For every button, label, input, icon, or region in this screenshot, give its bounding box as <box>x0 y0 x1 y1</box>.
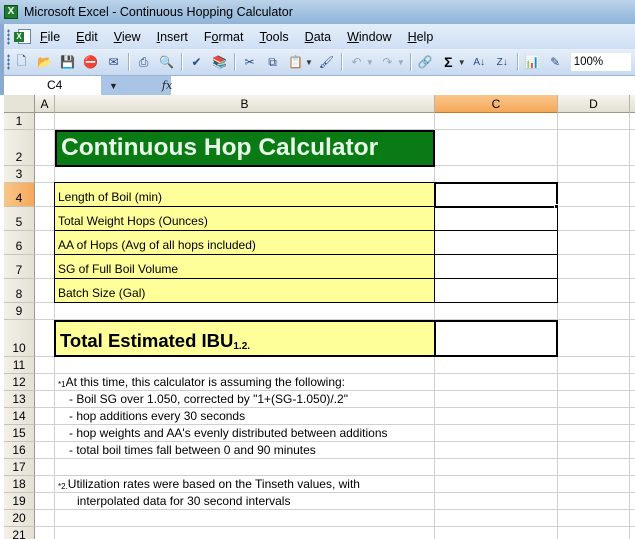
menu-insert[interactable]: Insert <box>156 29 188 44</box>
label-hop-weight[interactable]: Total Weight Hops (Ounces) <box>54 207 435 231</box>
input-boil-length[interactable] <box>434 182 558 208</box>
input-batch-size[interactable] <box>435 279 558 303</box>
toolbar-separator <box>234 53 235 71</box>
row-header-7[interactable]: 7 <box>4 255 35 279</box>
menu-edit[interactable]: Edit <box>76 29 98 44</box>
input-hop-weight[interactable] <box>435 208 558 231</box>
menu-grip-handle[interactable] <box>7 29 10 45</box>
footnote-1-text: At this time, this calculator is assuming the following: <box>65 375 346 389</box>
copy-icon[interactable]: ⧉ <box>268 54 277 69</box>
save-icon[interactable]: 💾 <box>60 55 75 69</box>
menu-bar <box>0 24 635 49</box>
menu-data[interactable]: Data <box>304 29 332 44</box>
formula-bar <box>0 76 635 95</box>
row-header-17[interactable]: 17 <box>4 459 35 476</box>
column-header-a[interactable]: A <box>35 95 55 113</box>
row-header-18[interactable]: 18 <box>4 476 35 493</box>
permission-icon[interactable]: ⛔ <box>83 55 98 69</box>
footnote-1-heading[interactable] <box>55 374 345 391</box>
menu-format[interactable]: Format <box>203 29 244 44</box>
row-header-9[interactable]: 9 <box>4 303 35 320</box>
redo-icon[interactable]: ↷ <box>382 55 393 69</box>
column-header-b[interactable]: B <box>55 95 435 113</box>
chevron-down-icon: ▼ <box>109 80 118 91</box>
label-boil-length[interactable]: Length of Boil (min) <box>54 182 435 207</box>
drawing-icon[interactable]: ✎ <box>550 55 561 69</box>
row-header-19[interactable]: 19 <box>4 493 35 510</box>
row-header-10[interactable]: 10 <box>4 320 35 357</box>
column-header-e[interactable] <box>630 95 635 113</box>
input-boil-sg[interactable] <box>435 255 558 279</box>
email-icon[interactable]: ✉ <box>108 55 119 69</box>
name-box-dropdown[interactable] <box>101 76 171 95</box>
toolbar-separator <box>410 53 411 71</box>
chart-wizard-icon[interactable]: 📊 <box>524 55 540 69</box>
row-header-16[interactable]: 16 <box>4 442 35 459</box>
redo-dropdown-icon[interactable]: ▼ <box>396 57 405 67</box>
total-ibu-text: Total Estimated IBU <box>60 330 234 351</box>
cut-icon[interactable]: ✂ <box>244 55 255 69</box>
zoom-select[interactable]: 100% <box>571 53 631 71</box>
footnote-2-marker: *2. <box>58 482 68 491</box>
new-icon[interactable]: 🗋 <box>16 53 27 68</box>
total-ibu-label[interactable] <box>54 320 436 357</box>
toolbar-separator <box>517 53 518 71</box>
formula-input[interactable] <box>171 76 635 95</box>
footnote-2-text: Utilization rates were based on the Tinseth values, with <box>67 477 360 491</box>
fx-icon[interactable]: fx <box>161 79 173 92</box>
autosum-dropdown-icon[interactable]: ▼ <box>457 57 466 67</box>
row-header-15[interactable]: 15 <box>4 425 35 442</box>
row-header-11[interactable]: 11 <box>4 357 35 374</box>
input-hop-aa[interactable] <box>435 231 558 255</box>
row-header-3[interactable]: 3 <box>4 166 35 183</box>
footnote-1-item[interactable]: - hop additions every 30 seconds <box>69 409 246 423</box>
workbook-icon[interactable]: X <box>14 29 32 45</box>
label-batch-size[interactable]: Batch Size (Gal) <box>54 279 435 303</box>
open-icon[interactable]: 📂 <box>37 55 52 69</box>
paste-icon[interactable]: 📋 <box>288 55 303 69</box>
sort-descending-icon[interactable]: Z↓ <box>496 56 508 68</box>
label-boil-sg[interactable]: SG of Full Boil Volume <box>54 255 435 279</box>
format-painter-icon[interactable]: 🖌 <box>318 55 335 69</box>
column-header-d[interactable]: D <box>558 95 630 113</box>
row-header-8[interactable]: 8 <box>4 279 35 303</box>
footnote-2-line-1[interactable] <box>55 476 360 493</box>
footnote-1-item[interactable]: - total boil times fall between 0 and 90 minutes <box>69 443 316 457</box>
row-header-5[interactable]: 5 <box>4 207 35 231</box>
standard-toolbar <box>0 49 635 76</box>
label-hop-aa[interactable]: AA of Hops (Avg of all hops included) <box>54 231 435 255</box>
gridline <box>35 526 635 527</box>
menu-help[interactable]: Help <box>407 29 434 44</box>
footnote-1-item[interactable]: - Boil SG over 1.050, corrected by "1+(SG-1.050)/.2" <box>69 392 348 406</box>
row-header-4[interactable]: 4 <box>4 183 35 207</box>
total-ibu-value[interactable] <box>436 320 558 357</box>
row-header-1[interactable]: 1 <box>4 113 35 130</box>
row-header-6[interactable]: 6 <box>4 231 35 255</box>
undo-icon[interactable]: ↶ <box>351 55 362 69</box>
print-icon[interactable]: ⎙ <box>138 54 149 69</box>
print-preview-icon[interactable]: 🔍 <box>159 55 174 69</box>
name-box[interactable]: C4 <box>4 76 101 95</box>
toolbar-grip-handle[interactable] <box>7 54 10 70</box>
sort-ascending-icon[interactable]: A↓ <box>473 56 486 68</box>
toolbar-separator <box>341 53 342 71</box>
gridline <box>629 113 630 539</box>
row-header-21[interactable]: 21 <box>4 527 35 539</box>
spelling-icon[interactable]: ✔ <box>191 55 202 69</box>
title-bar <box>0 0 635 24</box>
row-header-12[interactable]: 12 <box>4 374 35 391</box>
footnote-1-marker: *1 <box>58 380 66 389</box>
hyperlink-icon[interactable]: 🔗 <box>417 55 433 69</box>
window-title: Microsoft Excel - Continuous Hopping Calculator <box>24 5 293 19</box>
row-header-2[interactable]: 2 <box>4 130 35 166</box>
undo-dropdown-icon[interactable]: ▼ <box>365 57 374 67</box>
toolbar-separator <box>128 53 129 71</box>
row-header-14[interactable]: 14 <box>4 408 35 425</box>
footnote-1-item[interactable]: - hop weights and AA's evenly distributed between additions <box>69 426 388 440</box>
menu-view[interactable]: View <box>113 29 141 44</box>
column-header-c[interactable]: C <box>435 95 558 113</box>
toolbar-separator <box>181 53 182 71</box>
footnote-2-line-2[interactable]: interpolated data for 30 second intervals <box>77 494 291 508</box>
row-header-20[interactable]: 20 <box>4 510 35 527</box>
menu-window[interactable]: Window <box>347 29 392 44</box>
menu-tools[interactable]: Tools <box>259 29 289 44</box>
footnote-ref: 1.2. <box>233 341 251 352</box>
excel-icon: X <box>4 5 18 19</box>
select-all-corner[interactable] <box>4 95 35 113</box>
worksheet-grid <box>4 95 635 539</box>
row-header-13[interactable]: 13 <box>4 391 35 408</box>
paste-dropdown-icon[interactable]: ▼ <box>305 57 313 67</box>
menu-file[interactable]: File <box>40 29 61 44</box>
autosum-icon[interactable]: Σ <box>444 54 453 70</box>
calculator-title[interactable]: Continuous Hop Calculator <box>55 130 435 167</box>
research-icon[interactable]: 📚 <box>212 55 227 69</box>
